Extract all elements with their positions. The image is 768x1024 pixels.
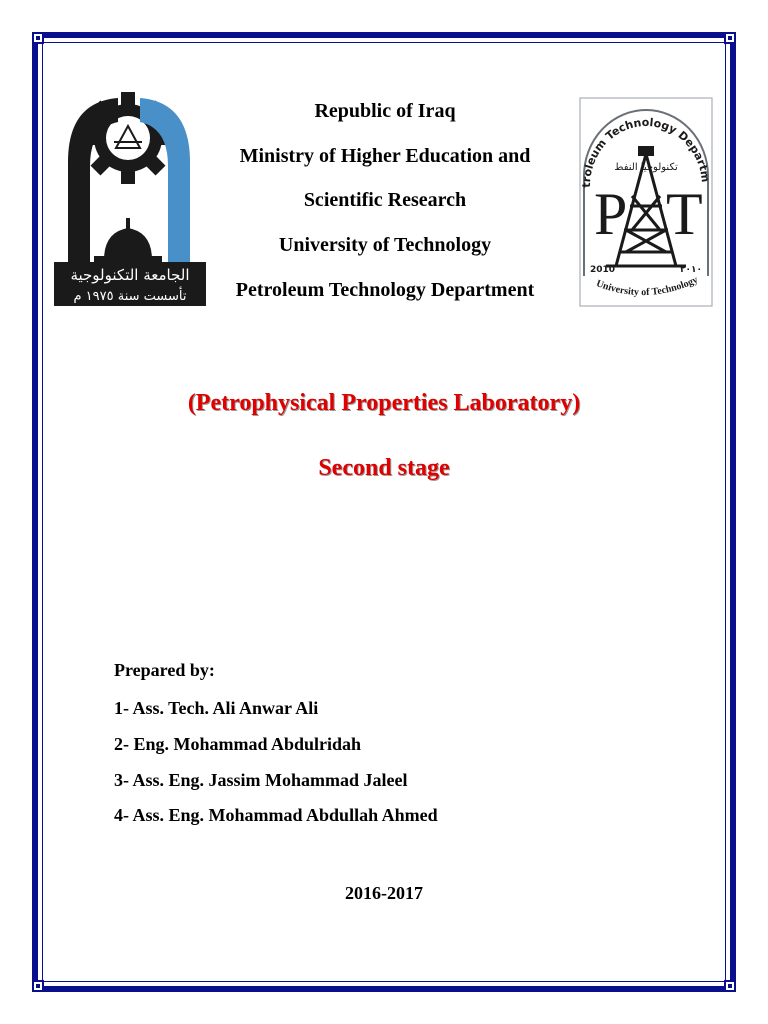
department-arc-top-text: troleum Technology Departm	[579, 115, 713, 188]
department-arc-bottom-text: University of Technology	[594, 274, 700, 299]
preparer-1: 1- Ass. Tech. Ali Anwar Ali	[114, 698, 319, 718]
border-corner-bottom-left	[32, 980, 44, 992]
header-country: Republic of Iraq	[314, 100, 456, 122]
header-university: University of Technology	[278, 234, 492, 256]
prepared-by-label: Prepared by:	[114, 660, 215, 680]
border-corner-top-right	[724, 32, 736, 44]
university-of-technology-logo	[54, 92, 206, 306]
stage-title: Second stage	[318, 455, 450, 481]
lab-title: (Petrophysical Properties Laboratory)	[187, 390, 581, 416]
department-year-right: ٢٠١٠	[680, 265, 702, 275]
preparer-3: 3- Ass. Eng. Jassim Mohammad Jaleel	[114, 770, 408, 790]
border-corner-top-left	[32, 32, 44, 44]
university-arabic-founded: تأسست سنة ١٩٧٥ م	[73, 289, 187, 304]
preparer-4: 4- Ass. Eng. Mohammad Abdullah Ahmed	[114, 805, 438, 825]
preparer-2: 2- Eng. Mohammad Abdulridah	[114, 734, 362, 754]
department-letter-p: P	[594, 181, 628, 247]
department-logo-graphic	[576, 96, 716, 310]
petroleum-technology-department-logo	[576, 96, 716, 310]
department-arabic-top: تكنولوجيا النفط	[614, 162, 678, 173]
department-letter-t: T	[666, 181, 703, 247]
academic-year: 2016-2017	[345, 883, 423, 903]
header-ministry: Ministry of Higher Education and	[239, 145, 531, 167]
border-corner-bottom-right	[724, 980, 736, 992]
department-year-left: 2010	[590, 265, 616, 275]
header-scientific-research: Scientific Research	[303, 189, 467, 211]
header-department: Petroleum Technology Department	[235, 279, 535, 301]
university-logo-graphic	[54, 92, 206, 306]
university-arabic-name: الجامعة التكنولوجية	[70, 266, 190, 284]
